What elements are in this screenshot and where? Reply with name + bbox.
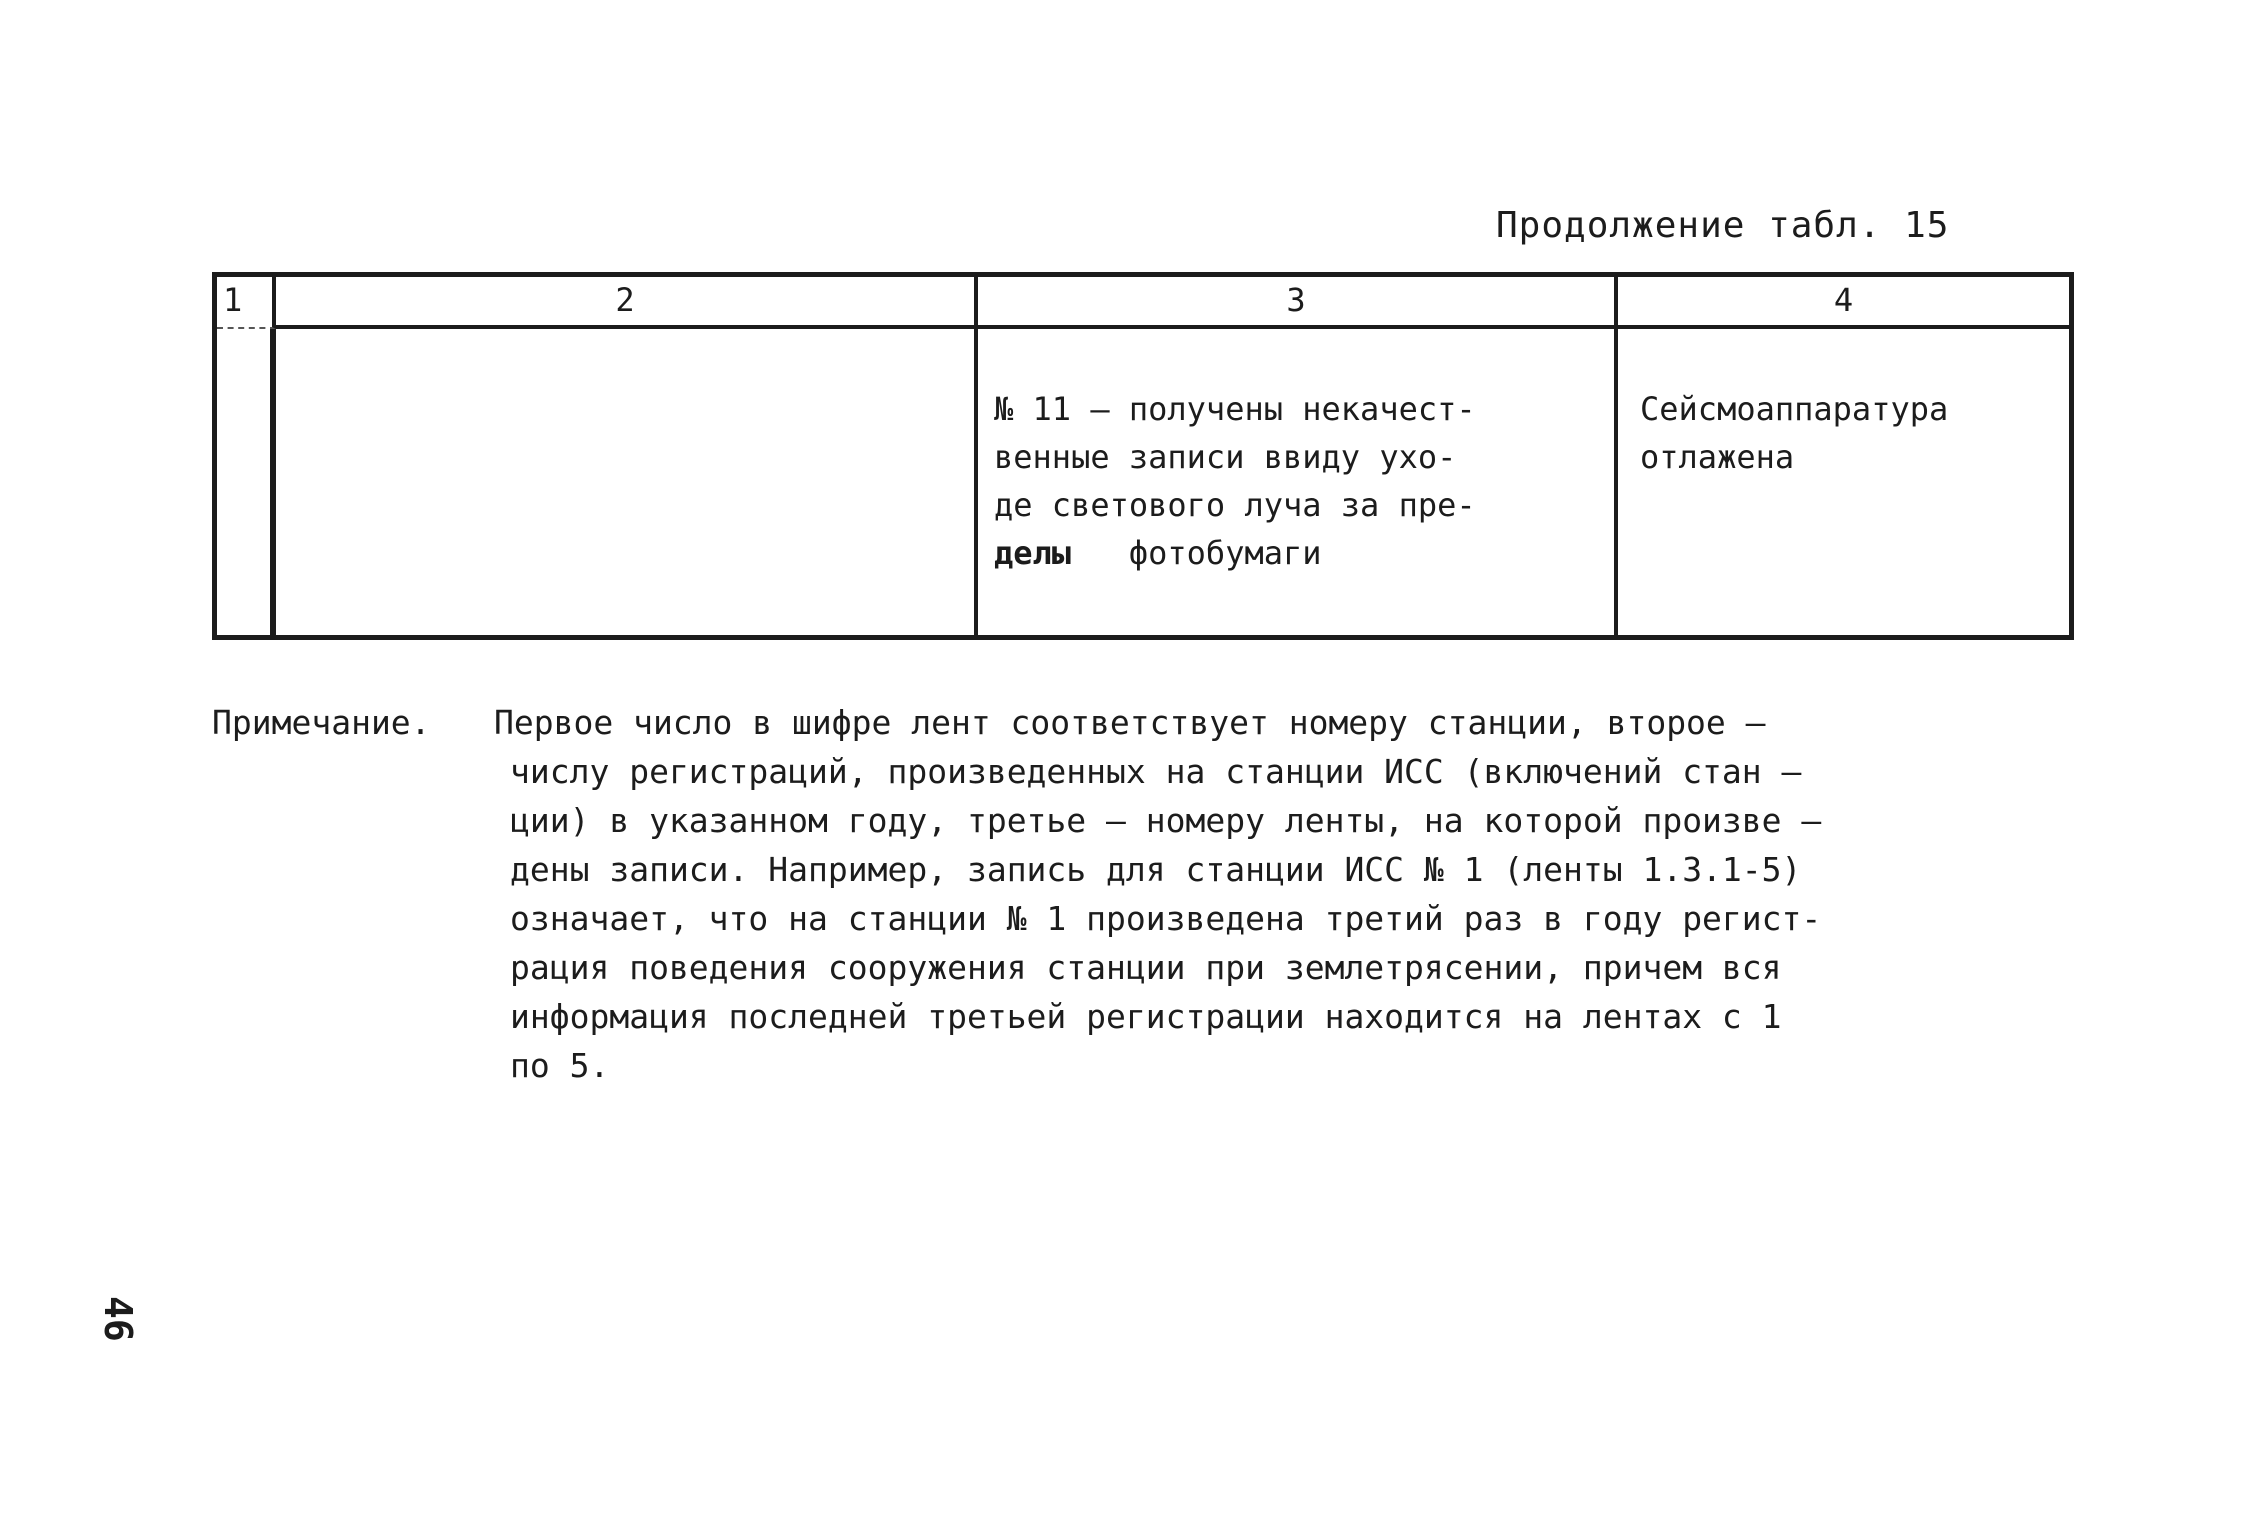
note-line: по 5. (510, 1046, 610, 1085)
note-line: рация поведения сооружения станции при землетрясении, причем вся (510, 948, 1782, 987)
note-label: Примечание. (212, 703, 431, 742)
table-header-col-1: 1 (217, 277, 276, 329)
table-cell-col-3-line: № 11 – получены некачест- (994, 390, 1476, 428)
table-cell-col-3-bold-word: делы (994, 534, 1072, 572)
table-cell-col-3 (978, 329, 1618, 635)
note-line: ции) в указанном году, третье – номеру ленты, на которой произве – (510, 801, 1822, 840)
note-line: числу регистраций, произведенных на станции ИСС (включений стан – (510, 752, 1802, 791)
note-line: означает, что на станции № 1 произведена третий раз в году регист- (510, 899, 1822, 938)
continuation-table (212, 272, 2074, 640)
table-cell-col-3-last-line (994, 529, 1596, 577)
page-number: 46 (96, 1296, 140, 1342)
table-cell-col-3-line: де светового луча за пре- (994, 486, 1476, 524)
table-cell-col-1 (217, 329, 276, 635)
table-cell-col-4-line: Сейсмоаппаратура (1640, 390, 1949, 428)
table-cell-col-4-line: отлажена (1640, 438, 1795, 476)
table-cell-col-2 (276, 329, 978, 635)
note-first-line: Первое число в шифре лент соответствует номеру станции, второе – (494, 703, 1766, 742)
table-cell-col-3-last-word: фотобумаги (1128, 534, 1322, 572)
table-header-col-2: 2 (276, 277, 978, 329)
table-cell-col-3-line: венные записи ввиду ухо- (994, 438, 1457, 476)
table-header-col-4: 4 (1618, 277, 2069, 329)
note-line: дены записи. Например, запись для станции ИСС № 1 (ленты 1.3.1-5) (510, 850, 1802, 889)
table-caption: Продолжение табл. 15 (1496, 205, 1950, 246)
note-body (510, 747, 1821, 1090)
note-line: информация последней третьей регистрации находится на лентах с 1 (510, 997, 1782, 1036)
table-cell-col-4 (1618, 329, 2069, 635)
table-header-col-3: 3 (978, 277, 1618, 329)
